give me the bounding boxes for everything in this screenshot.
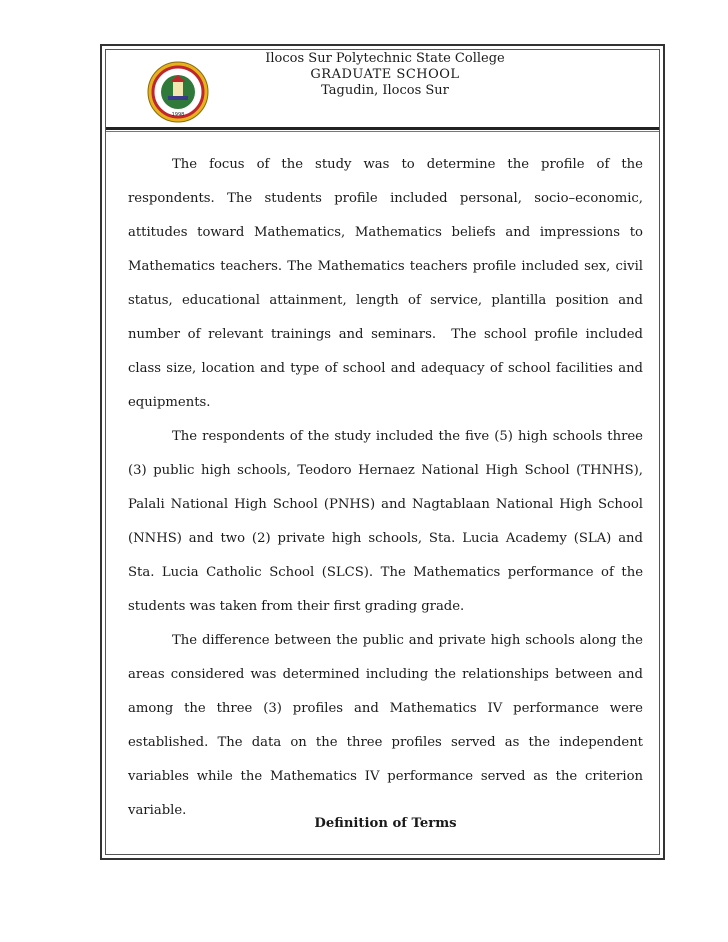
body-text xyxy=(128,148,643,828)
paragraph: The difference between the public and private high schools along the areas considered was determined including the relationships between and among the three (3) profiles and Mathematics IV performance were established. The data on the three profiles served as the independent variables while the Mathematics IV performance served as the criterion variable. xyxy=(128,633,643,818)
header-divider xyxy=(106,127,659,130)
letterhead-text xyxy=(190,51,580,99)
institution-name: Ilocos Sur Polytechnic State College xyxy=(265,51,505,66)
header-divider-thin xyxy=(106,131,659,132)
section-heading: Definition of Terms xyxy=(314,816,457,831)
paragraph: The focus of the study was to determine the profile of the respondents. The students profile included personal, socio–economic, attitudes toward Mathematics, Mathematics beliefs and impressions to Mathematics teachers. The Mathematics teachers profile included sex, civil status, educational attainment, length of service, plantilla position and number of relevant trainings and seminars. The school profile included class size, location and type of school and adequacy of school facilities and equipments. xyxy=(128,157,643,410)
school-name: GRADUATE SCHOOL xyxy=(310,67,460,82)
school-location: Tagudin, Ilocos Sur xyxy=(321,83,449,98)
seal-year: 1998 xyxy=(171,112,185,118)
paragraph: The respondents of the study included the five (5) high schools three (3) public high schools, Teodoro Hernaez National High School (THNHS), Palali National High School (PNHS) and Nagtablaan National High School (NNHS) and two (2) private high schools, Sta. Lucia Academy (SLA) and Sta. Lucia Catholic School (SLCS). The Mathematics performance of the students was taken from their first grading grade. xyxy=(128,429,643,614)
